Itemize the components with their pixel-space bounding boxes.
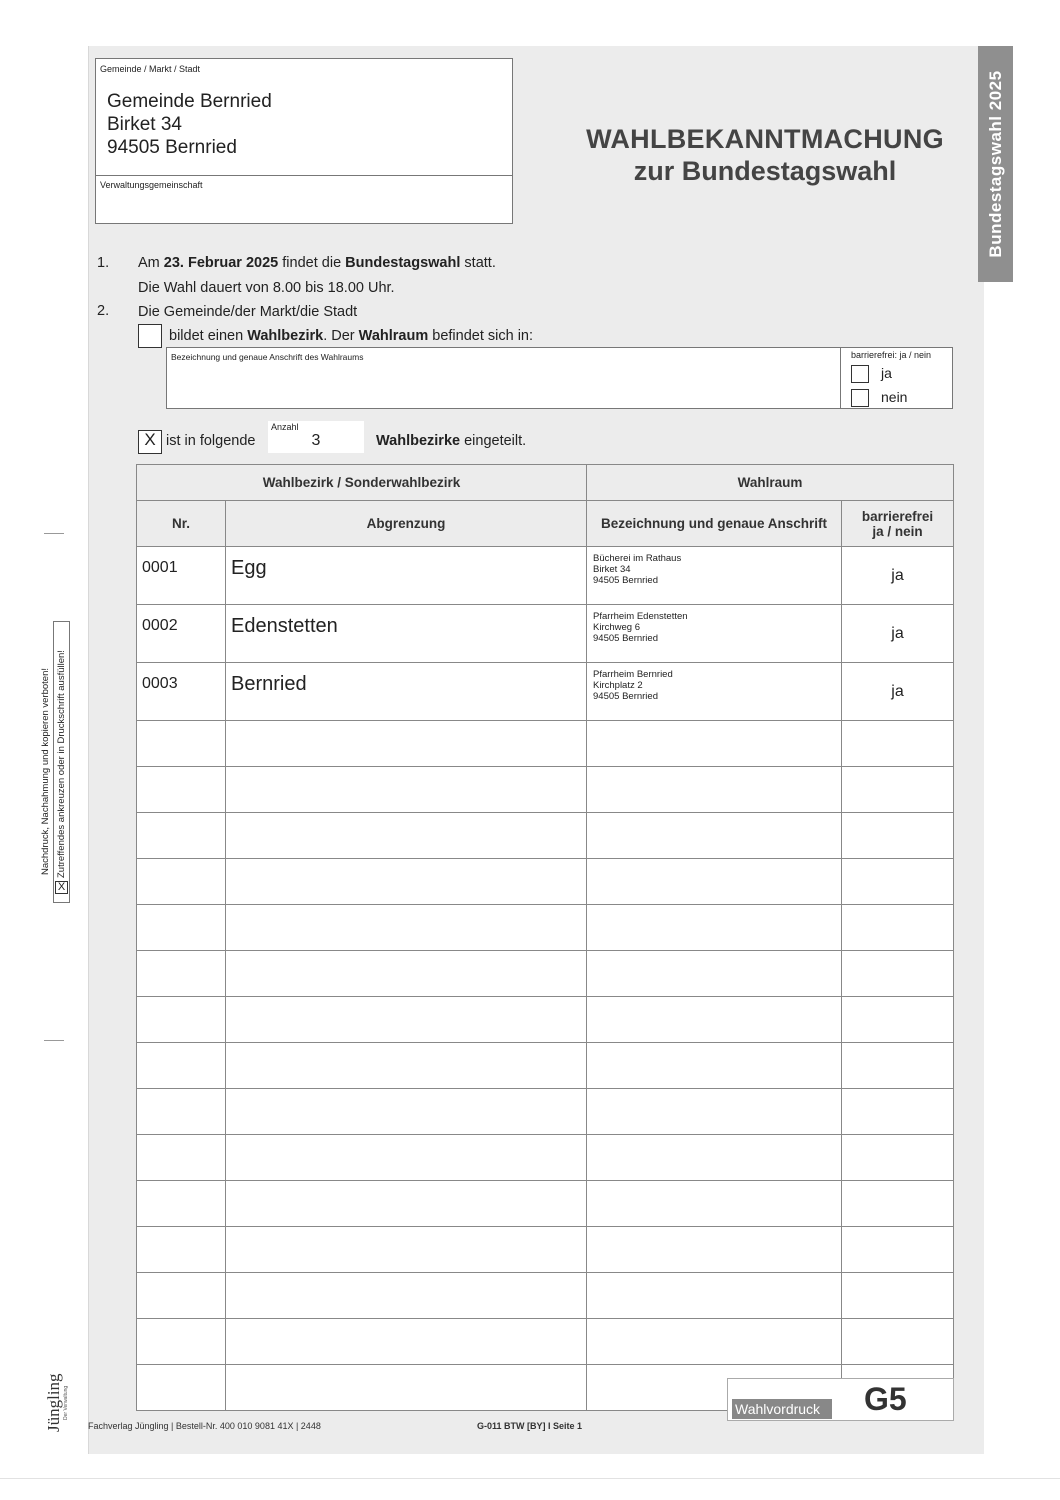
check-mark: X <box>57 881 66 893</box>
empty-cell[interactable] <box>587 1181 842 1227</box>
empty-cell[interactable] <box>137 997 226 1043</box>
empty-cell[interactable] <box>226 1043 587 1089</box>
empty-table-row <box>137 1089 954 1135</box>
empty-cell[interactable] <box>587 905 842 951</box>
empty-cell[interactable] <box>226 767 587 813</box>
address-line: 94505 Bernried <box>593 633 658 644</box>
empty-table-row <box>137 813 954 859</box>
copyright-note: Nachdruck, Nachahmung und kopieren verboten! <box>40 667 51 875</box>
page-edge <box>0 1478 1060 1479</box>
address-line: Pfarrheim Bernried <box>593 669 673 680</box>
single-district-checkbox[interactable] <box>138 324 162 348</box>
district-count-field[interactable] <box>268 421 364 453</box>
district-count: 3 <box>311 432 321 449</box>
empty-cell[interactable] <box>137 1273 226 1319</box>
barrier-yes-checkbox[interactable] <box>851 365 869 383</box>
barrier-yes-label: ja <box>881 365 892 381</box>
instruction-note: Zutreffendes ankreuzen oder in Druckschrift ausfüllen! <box>56 650 67 878</box>
fold-mark <box>44 1040 64 1041</box>
empty-cell[interactable] <box>842 767 954 813</box>
empty-cell[interactable] <box>226 859 587 905</box>
empty-cell[interactable] <box>842 905 954 951</box>
empty-cell[interactable] <box>587 859 842 905</box>
vg-label: Verwaltungsgemeinschaft <box>100 180 203 190</box>
text-bold: Wahlbezirk <box>247 328 324 344</box>
polling-address[interactable] <box>587 663 842 721</box>
table-row <box>137 663 954 721</box>
empty-cell[interactable] <box>226 1365 587 1411</box>
empty-cell[interactable] <box>137 1227 226 1273</box>
empty-cell[interactable] <box>226 1319 587 1365</box>
empty-cell[interactable] <box>587 1319 842 1365</box>
empty-cell[interactable] <box>226 1181 587 1227</box>
text-part: befindet sich in: <box>428 328 534 344</box>
empty-cell[interactable] <box>587 1227 842 1273</box>
empty-cell[interactable] <box>137 1089 226 1135</box>
empty-table-row <box>137 905 954 951</box>
district-name[interactable]: Bernried <box>226 663 587 721</box>
form-number: G-011 BTW [BY] I Seite 1 <box>477 1421 583 1431</box>
text-part: eingeteilt. <box>460 433 527 449</box>
empty-cell[interactable] <box>226 1227 587 1273</box>
page-subtitle: zur Bundestagswahl <box>633 156 897 186</box>
empty-cell[interactable] <box>226 1135 587 1181</box>
empty-cell[interactable] <box>226 813 587 859</box>
barrier-no-checkbox[interactable] <box>851 389 869 407</box>
address-line: Pfarrheim Edenstetten <box>593 611 688 622</box>
election-date: 23. Februar 2025 <box>163 255 279 271</box>
empty-table-row <box>137 721 954 767</box>
address-line: Bücherei im Rathaus <box>593 553 682 564</box>
count-label: Anzahl <box>271 422 299 432</box>
col-abgrenzung-header: Abgrenzung <box>226 501 587 547</box>
polling-address[interactable] <box>587 605 842 663</box>
municipality-line: Die Gemeinde/der Markt/die Stadt <box>138 304 358 320</box>
publisher-info: Fachverlag Jüngling | Bestell-Nr. 400 010 9081 41X | 2448 <box>88 1421 321 1431</box>
barrier-free-value[interactable]: ja <box>842 663 954 721</box>
empty-table-row <box>137 1273 954 1319</box>
barrier-no-label: nein <box>881 389 908 405</box>
empty-cell[interactable] <box>137 905 226 951</box>
brand-logo: Jüngling <box>44 1373 63 1432</box>
empty-cell[interactable] <box>137 721 226 767</box>
empty-cell[interactable] <box>137 813 226 859</box>
address-box <box>95 58 513 224</box>
empty-table-row <box>137 951 954 997</box>
empty-cell[interactable] <box>842 1273 954 1319</box>
district-number[interactable]: 0003 <box>137 663 226 721</box>
col-nr-header: Nr. <box>137 501 226 547</box>
municipality-type-label: Gemeinde / Markt / Stadt <box>100 64 201 74</box>
multiple-districts-text: ist in folgende <box>166 433 256 449</box>
table-row <box>137 547 954 605</box>
empty-cell[interactable] <box>226 1089 587 1135</box>
divider <box>840 348 841 408</box>
empty-cell[interactable] <box>842 1043 954 1089</box>
header-line: barrierefrei <box>861 508 934 524</box>
address-line: Birket 34 <box>107 114 182 135</box>
districts-table <box>136 464 954 1411</box>
page-title: WAHLBEKANNTMACHUNG <box>586 124 944 154</box>
table-row <box>137 605 954 663</box>
election-name: Bundestagswahl <box>345 255 461 271</box>
col-barrierefrei-header <box>842 501 954 547</box>
text-part: bildet einen <box>169 328 248 344</box>
text-part: findet die <box>278 255 346 271</box>
wahlraum-group-header: Wahlraum <box>587 465 954 501</box>
instruction-checkbox <box>55 881 68 894</box>
single-district-text <box>169 328 533 344</box>
empty-cell[interactable] <box>587 951 842 997</box>
barrier-label: barrierefrei: ja / nein <box>851 350 932 360</box>
empty-cell[interactable] <box>842 1227 954 1273</box>
empty-table-row <box>137 767 954 813</box>
empty-table-row <box>137 1319 954 1365</box>
empty-rows <box>137 721 954 1411</box>
empty-cell[interactable] <box>137 1181 226 1227</box>
district-name[interactable]: Egg <box>226 547 587 605</box>
empty-cell[interactable] <box>137 1043 226 1089</box>
empty-cell[interactable] <box>226 721 587 767</box>
side-tab <box>978 46 1013 282</box>
empty-cell[interactable] <box>226 905 587 951</box>
empty-cell[interactable] <box>226 997 587 1043</box>
text-part: Am <box>138 255 164 271</box>
address-line: Kirchplatz 2 <box>593 680 643 691</box>
empty-cell[interactable] <box>842 1135 954 1181</box>
text-bold: Wahlraum <box>358 328 429 344</box>
empty-cell[interactable] <box>587 1135 842 1181</box>
address-line: 94505 Bernried <box>107 137 237 158</box>
empty-table-row <box>137 1135 954 1181</box>
form-code-box <box>727 1378 954 1421</box>
empty-cell[interactable] <box>137 1135 226 1181</box>
divider <box>96 175 512 176</box>
empty-cell[interactable] <box>842 997 954 1043</box>
barrier-free-value[interactable]: ja <box>842 605 954 663</box>
empty-cell[interactable] <box>842 951 954 997</box>
text-part: . Der <box>323 328 359 344</box>
section-number: 2. <box>97 303 110 319</box>
district-number[interactable]: 0001 <box>137 547 226 605</box>
col-anschrift-header: Bezeichnung und genaue Anschrift <box>587 501 842 547</box>
empty-cell[interactable] <box>226 951 587 997</box>
address-line: 94505 Bernried <box>593 691 658 702</box>
header-line: ja / nein <box>872 523 923 539</box>
address-line: Gemeinde Bernried <box>107 91 272 112</box>
multiple-districts-checkbox[interactable] <box>138 430 162 454</box>
empty-cell[interactable] <box>587 813 842 859</box>
form-code: G5 <box>864 1381 907 1417</box>
election-hours: Die Wahl dauert von 8.00 bis 18.00 Uhr. <box>138 280 395 296</box>
barrier-free-value[interactable]: ja <box>842 547 954 605</box>
empty-table-row <box>137 1043 954 1089</box>
empty-table-row <box>137 997 954 1043</box>
side-tab-label: Bundestagswahl 2025 <box>985 70 1005 258</box>
empty-cell[interactable] <box>587 1273 842 1319</box>
election-date-text <box>138 255 496 271</box>
empty-cell[interactable] <box>842 1181 954 1227</box>
empty-cell[interactable] <box>842 721 954 767</box>
empty-table-row <box>137 859 954 905</box>
text-part: statt. <box>460 255 496 271</box>
empty-cell[interactable] <box>137 767 226 813</box>
empty-cell[interactable] <box>842 1319 954 1365</box>
empty-cell[interactable] <box>842 1089 954 1135</box>
room-address-field[interactable] <box>166 347 953 409</box>
text-bold: Wahlbezirke <box>376 433 461 449</box>
address-line: Kirchweg 6 <box>593 622 641 633</box>
form-code-label: Wahlvordruck <box>732 1399 832 1419</box>
brand-subtitle: Der Verwaltung <box>63 1385 69 1420</box>
empty-cell[interactable] <box>587 767 842 813</box>
empty-cell[interactable] <box>137 1319 226 1365</box>
district-number[interactable]: 0002 <box>137 605 226 663</box>
check-mark: X <box>144 430 156 449</box>
empty-cell[interactable] <box>137 951 226 997</box>
section-number: 1. <box>97 255 110 271</box>
district-group-header: Wahlbezirk / Sonderwahlbezirk <box>137 465 587 501</box>
room-address-label: Bezeichnung und genaue Anschrift des Wahlraums <box>171 352 364 362</box>
empty-cell[interactable] <box>842 813 954 859</box>
polling-address[interactable] <box>587 547 842 605</box>
empty-cell[interactable] <box>587 997 842 1043</box>
empty-cell[interactable] <box>137 1365 226 1411</box>
address-line: 94505 Bernried <box>593 575 658 586</box>
empty-cell[interactable] <box>842 859 954 905</box>
empty-cell[interactable] <box>587 721 842 767</box>
empty-cell[interactable] <box>587 1089 842 1135</box>
districts-suffix-text <box>376 433 526 449</box>
empty-cell[interactable] <box>226 1273 587 1319</box>
district-name[interactable]: Edenstetten <box>226 605 587 663</box>
empty-cell[interactable] <box>587 1043 842 1089</box>
fold-mark <box>44 533 64 534</box>
address-line: Birket 34 <box>593 564 631 575</box>
empty-table-row <box>137 1227 954 1273</box>
empty-table-row <box>137 1181 954 1227</box>
empty-cell[interactable] <box>137 859 226 905</box>
